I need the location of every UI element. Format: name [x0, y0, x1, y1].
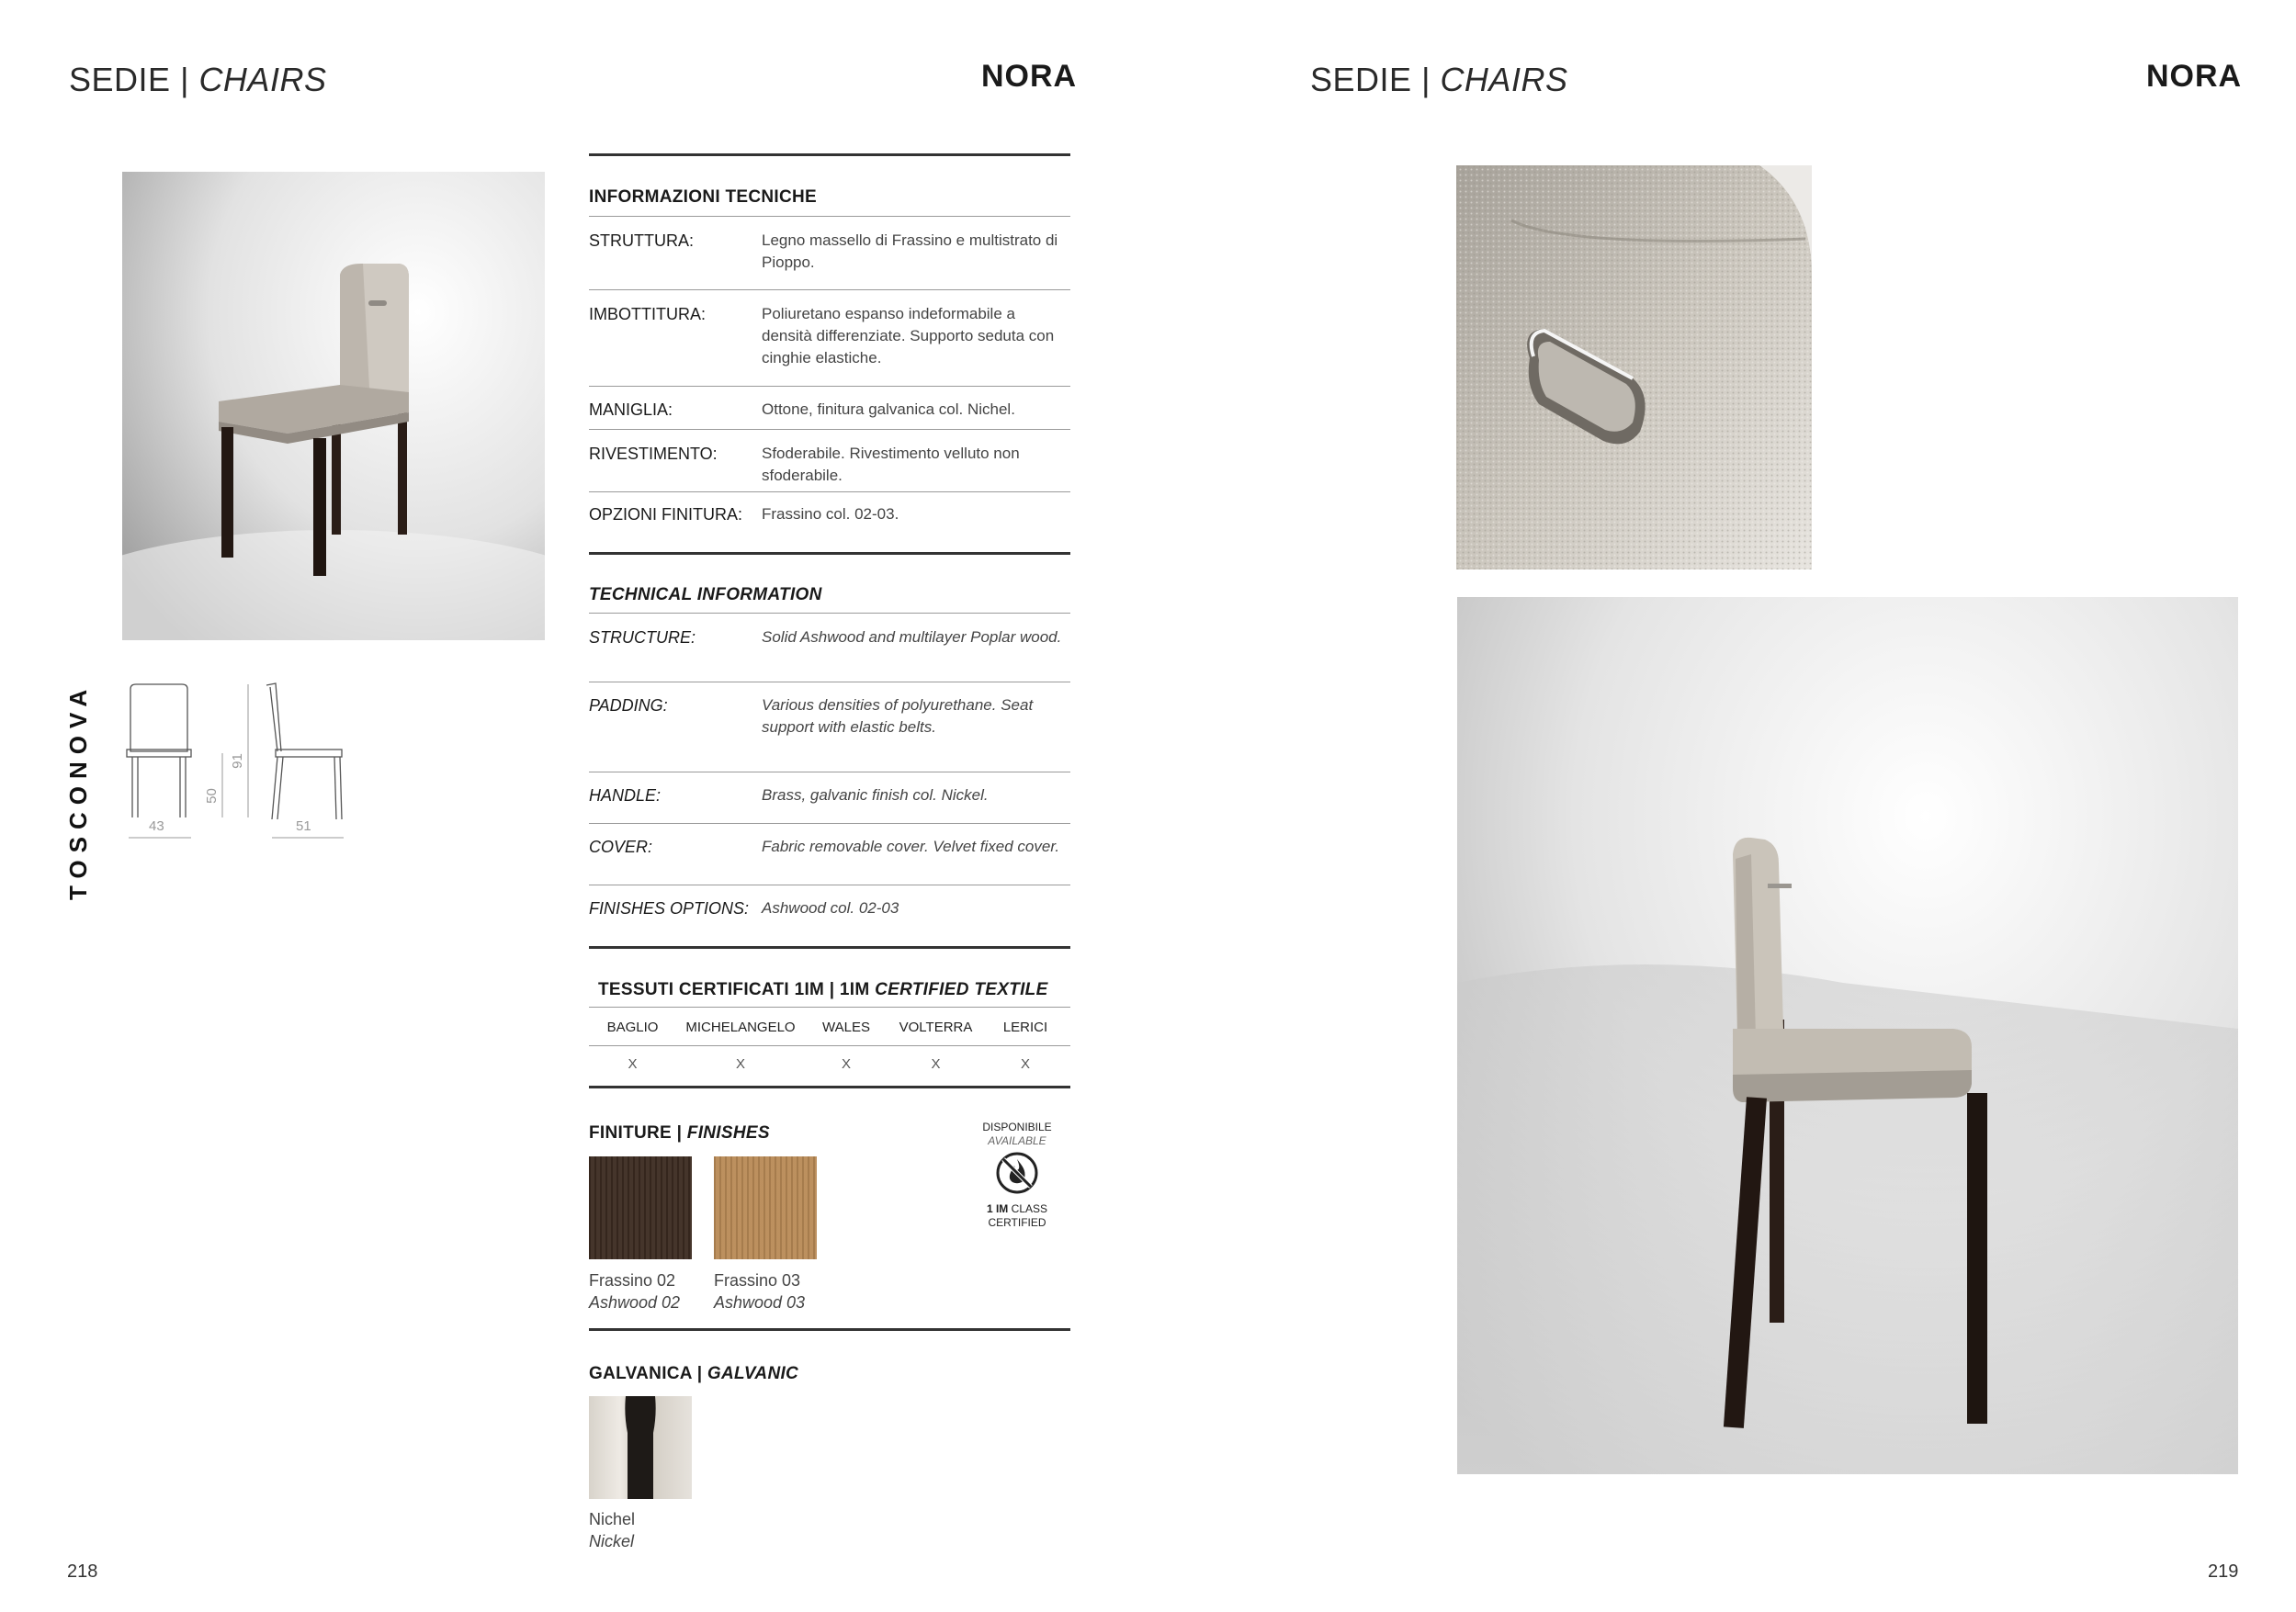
fire-class-badge	[962, 1121, 1072, 1230]
dim-height: 91	[229, 753, 245, 769]
tech-it-title: INFORMAZIONI TECNICHE	[589, 187, 818, 207]
page-number-right: 219	[2208, 1561, 2239, 1582]
tech-en-label: STRUCTURE:	[589, 628, 696, 647]
galvanic-title: GALVANICA | GALVANIC	[589, 1364, 799, 1383]
divider	[589, 429, 1070, 430]
badge-certified: CERTIFIED	[988, 1216, 1046, 1229]
no-fire-icon	[962, 1150, 1072, 1201]
divider	[589, 613, 1070, 614]
divider	[589, 1007, 1070, 1008]
tech-it-label: RIVESTIMENTO:	[589, 445, 718, 463]
finish-caption: Frassino 02 Ashwood 02	[589, 1271, 681, 1312]
divider	[589, 1045, 1070, 1046]
divider-thick	[589, 1086, 1070, 1088]
tech-it-label: MANIGLIA:	[589, 400, 673, 419]
divider	[589, 823, 1070, 824]
tech-en-label: PADDING:	[589, 696, 668, 715]
textile-mark: X	[628, 1056, 638, 1072]
divider	[589, 289, 1070, 290]
dimension-drawing	[119, 680, 358, 845]
chair-photo-side	[1457, 597, 2238, 1474]
divider-thick	[589, 552, 1070, 555]
divider-thick	[589, 153, 1070, 156]
badge-available-it: DISPONIBILE	[982, 1121, 1052, 1133]
page-number-left: 218	[67, 1561, 98, 1582]
finish-swatch-frassino-02	[589, 1156, 692, 1259]
textile-column-wales: WALES	[822, 1020, 870, 1035]
galvanic-swatch-nickel	[589, 1396, 692, 1499]
tech-en-value: Brass, galvanic finish col. Nickel.	[762, 786, 989, 804]
left-section-title: SEDIE | CHAIRS	[69, 61, 327, 98]
tech-en-label: HANDLE:	[589, 786, 662, 805]
textile-column-baglio: BAGLIO	[606, 1020, 659, 1035]
tech-it-value: Frassino col. 02-03.	[762, 505, 899, 523]
divider	[589, 216, 1070, 217]
tech-it-value: Sfoderabile. Rivestimento velluto non sfoderabile.	[762, 445, 1020, 484]
tech-it-label: IMBOTTITURA:	[589, 305, 706, 323]
tech-en-value: Various densities of polyurethane. Seat support with elastic belts.	[762, 696, 1034, 736]
tech-it-value: Ottone, finitura galvanica col. Nichel.	[762, 400, 1015, 418]
tech-en-label: FINISHES OPTIONS:	[589, 899, 750, 918]
tech-it-label: OPZIONI FINITURA:	[589, 505, 743, 524]
dim-width: 43	[149, 818, 164, 834]
tech-en-value: Fabric removable cover. Velvet fixed cover.	[762, 838, 1060, 855]
brand-logo-text: TOSCONOVA	[64, 682, 92, 900]
tech-en-value: Ashwood col. 02-03	[762, 899, 899, 917]
badge-available-en: AVAILABLE	[988, 1134, 1046, 1147]
tech-it-value: Legno massello di Frassino e multistrato di Pioppo.	[762, 231, 1058, 271]
tech-en-label: COVER:	[589, 838, 653, 856]
finish-swatch-frassino-03	[714, 1156, 817, 1259]
textile-mark: X	[931, 1056, 941, 1072]
textile-mark: X	[1020, 1056, 1030, 1072]
textile-mark: X	[735, 1056, 745, 1072]
tech-en-title: TECHNICAL INFORMATION	[589, 585, 822, 604]
textile-column-lerici: LERICI	[1002, 1020, 1048, 1035]
dim-depth: 51	[296, 818, 311, 834]
right-section-title: SEDIE | CHAIRS	[1310, 61, 1568, 98]
dim-seat-height: 50	[203, 788, 220, 804]
handle-detail-photo	[1456, 165, 1812, 569]
left-product-name: NORA	[981, 59, 1078, 94]
divider	[589, 491, 1070, 492]
chair-photo-main	[122, 172, 545, 640]
divider	[589, 386, 1070, 387]
tech-it-value: Poliuretano espanso indeformabile a densità differenziate. Supporto seduta con cinghie elastiche.	[762, 305, 1055, 366]
badge-class-line: 1 IM CLASS	[986, 1202, 1048, 1215]
textile-mark: X	[841, 1056, 851, 1072]
textile-column-michelangelo: MICHELANGELO	[685, 1020, 796, 1035]
tech-it-label: STRUTTURA:	[589, 231, 694, 250]
textile-column-volterra: VOLTERRA	[899, 1020, 973, 1035]
finish-caption: Frassino 03 Ashwood 03	[714, 1271, 806, 1312]
divider-thick	[589, 1328, 1070, 1331]
finishes-title: FINITURE | FINISHES	[589, 1123, 770, 1143]
divider-thick	[589, 946, 1070, 949]
tech-en-value: Solid Ashwood and multilayer Poplar wood.	[762, 628, 1062, 646]
textiles-title: TESSUTI CERTIFICATI 1IM | 1IM CERTIFIED TEXTILE	[598, 980, 1048, 999]
galvanic-caption: Nichel Nickel	[589, 1510, 636, 1550]
right-product-name: NORA	[2146, 59, 2243, 94]
